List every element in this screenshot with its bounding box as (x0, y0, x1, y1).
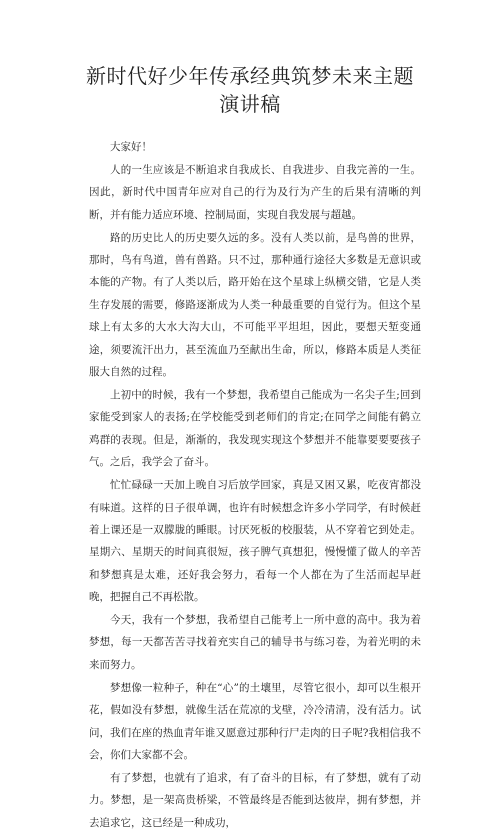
paragraph-7: 有了梦想，也就有了追求，有了奋斗的目标，有了梦想，就有了动力。梦想，是一架高贵桥梁，不管最终是否能到达彼岸，拥有梦想，并去追求它，这已经是一种成功， (89, 771, 421, 829)
paragraph-6: 梦想像一粒种子，种在“心”的土壤里，尽管它很小，却可以生根开花，假如没有梦想，就像生活在荒凉的戈壁，冷冷清清，没有活力。试问，我们在座的热血青年谁又愿意过那种行尸走肉的日子呢?我相信我不会，你们大家都不会。 (89, 681, 421, 761)
paragraph-2: 路的历史比人的历史要久远的多。没有人类以前，是鸟兽的世界，那时，鸟有鸟道，兽有兽路。只不过，那种通行途径大多数是无意识或本能的产物。有了人类以后，路开始在这个星球上纵横交错，它是人类生存发展的需要，修路逐渐成为人类一种最重要的自觉行为。但这个星球上有太多的大水大沟大山，不可能平平坦坦，因此，要想天堑变通途，须要流汗出力，甚至流血乃至献出生命，所以，修路本质是人类征服大自然的过程。 (89, 231, 421, 379)
paragraph-1: 人的一生应该是不断追求自我成长、自我进步、自我完善的一生。因此，新时代中国青年应对自己的行为及行为产生的后果有清晰的判断，并有能力适应环境、控制局面，实现自我发展与超越。 (89, 163, 421, 221)
paragraph-4: 忙忙碌碌一天加上晚自习后放学回家，真是又困又累，吃夜宵都没有味道。这样的日子很单调，也许有时候想念许多小学同学，有时候赶着上课还是一双朦胧的睡眼。讨厌死板的校服装，从不穿着它到处走。星期六、星期天的时间真很短，孩子脾气真想犯，慢慢懂了做人的辛苦和梦想真是太难，还好我会努力，看每一个人都在为了生活而起早赶晚，把握自己不再松散。 (89, 479, 421, 604)
paragraph-3: 上初中的时候，我有一个梦想，我希望自己能成为一名尖子生;回到家能受到家人的表扬;在学校能受到老师们的肯定;在同学之间能有鹤立鸡群的表现。但是，渐渐的，我发现实现这个梦想并不能靠要要要孩子气。之后，我学会了奋斗。 (89, 388, 421, 469)
document-body (89, 136, 421, 835)
title-line-2: 演讲稿 (219, 92, 281, 116)
greeting: 大家好！ (110, 141, 152, 153)
title-line-1: 新时代好少年传承经典筑梦未来主题 (86, 64, 414, 88)
paragraph-5: 今天，我有一个梦想，我希望自己能考上一所中意的高中。我为着梦想，每一天都苦苦寻找着充实自己的辅导书与练习卷，为着光明的未来而努力。 (89, 614, 421, 671)
document-title (0, 62, 500, 118)
